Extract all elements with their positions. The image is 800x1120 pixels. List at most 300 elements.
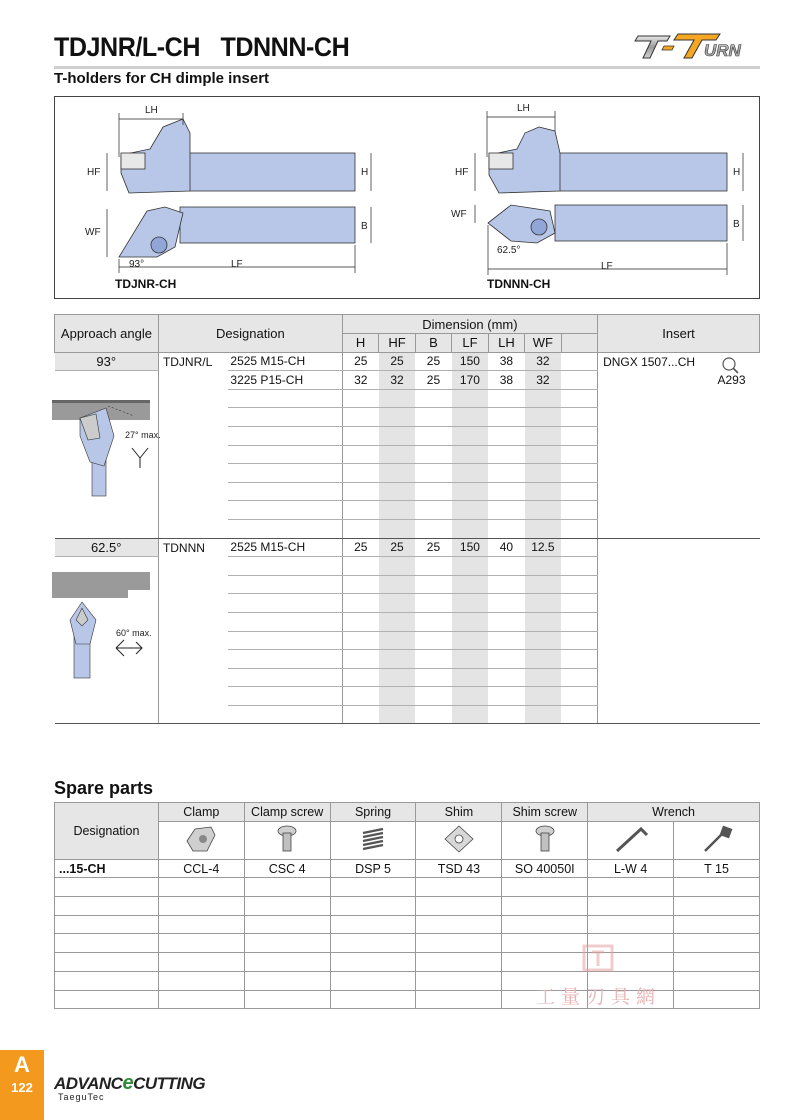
dimension-cell xyxy=(488,445,524,464)
dimension-cell: 32 xyxy=(525,371,561,390)
series-cell xyxy=(158,575,228,594)
spare-header-clamp: Clamp xyxy=(158,803,244,822)
series-cell xyxy=(158,464,228,483)
dimension-cell xyxy=(488,482,524,501)
shim-image xyxy=(416,821,502,859)
dimension-cell xyxy=(379,426,415,445)
brand-part-e: e xyxy=(122,1072,134,1094)
dimension-cell xyxy=(342,650,378,669)
series-cell xyxy=(158,631,228,650)
insert-cell xyxy=(598,464,760,483)
label-lh-right: LH xyxy=(517,103,530,114)
designation-code-cell xyxy=(228,408,342,427)
approach-image-cell xyxy=(55,705,159,724)
dimension-cell xyxy=(415,631,451,650)
series-cell: TDJNR/L xyxy=(162,354,213,369)
dimension-cell xyxy=(452,575,488,594)
label-angle-right: 62.5° xyxy=(497,245,521,256)
insert-cell xyxy=(598,482,760,501)
svg-text:URN: URN xyxy=(704,41,741,60)
page-subtitle: T-holders for CH dimple insert xyxy=(54,70,270,87)
table-row xyxy=(55,650,760,669)
max-angle-625: 60° max. xyxy=(116,628,152,638)
header-dim-lh: LH xyxy=(488,334,524,353)
dimension-cell xyxy=(525,408,561,427)
insert-cell xyxy=(598,408,760,427)
dimension-cell: 150 xyxy=(452,538,488,557)
dimension-cell xyxy=(561,482,597,501)
page-title xyxy=(54,32,349,63)
insert-cell xyxy=(598,705,760,724)
series-cell xyxy=(158,501,228,520)
caption-tdnnn: TDNNN-CH xyxy=(487,277,551,291)
designation-code-cell xyxy=(228,501,342,520)
dimension-cell xyxy=(342,575,378,594)
dimension-cell xyxy=(379,408,415,427)
insert-cell xyxy=(598,426,760,445)
dimension-cell xyxy=(525,519,561,538)
series-cell xyxy=(158,371,228,390)
dimension-cell: 38 xyxy=(488,352,524,371)
spare-empty-row xyxy=(55,897,760,916)
dimension-cell xyxy=(561,631,597,650)
clamp-icon xyxy=(181,823,221,855)
dimension-cell xyxy=(342,594,378,613)
torx-wrench-icon xyxy=(697,823,737,855)
dimension-cell xyxy=(452,594,488,613)
dimension-cell xyxy=(488,389,524,408)
designation-code-cell xyxy=(228,631,342,650)
dimension-cell: 12.5 xyxy=(525,538,561,557)
insert-cell xyxy=(598,445,760,464)
dimension-cell xyxy=(561,519,597,538)
insert-cell xyxy=(598,519,760,538)
dimension-cell xyxy=(379,575,415,594)
designation-code-cell xyxy=(228,464,342,483)
holder-dimension-table xyxy=(54,314,760,724)
spare-row-wrench-2: T 15 xyxy=(674,859,760,878)
header-designation: Designation xyxy=(158,315,342,353)
insert-cell xyxy=(598,538,760,557)
dimension-cell xyxy=(452,668,488,687)
dimension-cell xyxy=(452,464,488,483)
title-rule xyxy=(54,66,760,69)
designation-code-cell: 2525 M15-CH xyxy=(228,538,342,557)
holder-drawings-svg xyxy=(55,97,761,300)
designation-code-cell: 2525 M15-CH xyxy=(228,352,342,371)
dimension-cell xyxy=(561,575,597,594)
series-cell xyxy=(158,408,228,427)
dimension-cell xyxy=(379,668,415,687)
spare-parts-title: Spare parts xyxy=(54,778,154,798)
label-wf-left: WF xyxy=(85,227,101,238)
dimension-cell xyxy=(415,650,451,669)
dimension-cell xyxy=(342,482,378,501)
designation-code-cell xyxy=(228,705,342,724)
spare-header-wrench: Wrench xyxy=(588,803,760,822)
dimension-cell xyxy=(452,389,488,408)
header-dim-lf: LF xyxy=(452,334,488,353)
dimension-cell xyxy=(452,650,488,669)
dimension-cell xyxy=(452,705,488,724)
label-hf-left: HF xyxy=(87,167,101,178)
dimension-cell xyxy=(525,612,561,631)
approach-image-cell xyxy=(55,519,159,538)
dimension-cell xyxy=(488,557,524,576)
spare-row-spring: DSP 5 xyxy=(330,859,416,878)
dimension-cell xyxy=(379,705,415,724)
table-row xyxy=(55,538,760,557)
dimension-cell xyxy=(561,594,597,613)
table-row xyxy=(55,687,760,706)
table-row xyxy=(55,668,760,687)
clamp-image xyxy=(158,821,244,859)
dimension-cell xyxy=(561,445,597,464)
dimension-cell xyxy=(342,687,378,706)
table-row xyxy=(55,594,760,613)
dimension-cell xyxy=(379,557,415,576)
table-row xyxy=(55,352,760,371)
dimension-cell xyxy=(452,557,488,576)
shim-icon xyxy=(439,823,479,855)
header-dim-blank xyxy=(561,334,597,353)
table-row xyxy=(55,612,760,631)
dimension-cell: 25 xyxy=(415,371,451,390)
dimension-cell xyxy=(561,538,597,557)
table-row xyxy=(55,389,760,408)
watermark-text: 工量刃具網 xyxy=(536,986,662,1008)
dimension-cell xyxy=(525,705,561,724)
dimension-cell xyxy=(415,612,451,631)
dimension-cell xyxy=(525,501,561,520)
dimension-cell: 25 xyxy=(342,538,378,557)
dimension-cell: 32 xyxy=(379,371,415,390)
designation-code-cell xyxy=(228,557,342,576)
series-cell xyxy=(158,650,228,669)
dimension-cell xyxy=(415,705,451,724)
table-row xyxy=(55,705,760,724)
dimension-cell xyxy=(342,612,378,631)
dimension-cell xyxy=(379,464,415,483)
dimension-cell xyxy=(342,389,378,408)
dimension-cell xyxy=(452,631,488,650)
series-cell xyxy=(158,668,228,687)
table-row xyxy=(55,631,760,650)
dimension-cell xyxy=(525,668,561,687)
dimension-cell xyxy=(415,594,451,613)
dimension-cell xyxy=(488,650,524,669)
designation-code-cell xyxy=(228,650,342,669)
approach-93-illustration xyxy=(44,386,161,496)
label-angle-left: 93° xyxy=(129,259,145,270)
dimension-cell xyxy=(525,445,561,464)
table-row xyxy=(55,464,760,483)
spare-row-clamp: CCL-4 xyxy=(158,859,244,878)
wrench-lw4-image xyxy=(588,821,674,859)
dimension-cell xyxy=(488,631,524,650)
dimension-cell xyxy=(561,389,597,408)
series-cell: TDNNN xyxy=(162,540,205,555)
dimension-cell: 32 xyxy=(342,371,378,390)
shim-screw-icon xyxy=(525,823,565,855)
dimension-cell xyxy=(452,408,488,427)
table-row xyxy=(55,408,760,427)
dimension-cell xyxy=(525,482,561,501)
dimension-cell: 32 xyxy=(525,352,561,371)
dimension-cell xyxy=(415,482,451,501)
dimension-drawings xyxy=(54,96,760,299)
dimension-cell xyxy=(525,631,561,650)
insert-cell xyxy=(598,389,760,408)
dimension-cell xyxy=(561,501,597,520)
spare-header-shim-screw: Shim screw xyxy=(502,803,588,822)
dimension-cell: 25 xyxy=(379,538,415,557)
approach-625-illustration xyxy=(44,568,156,678)
dimension-cell xyxy=(525,464,561,483)
dimension-cell xyxy=(379,594,415,613)
dimension-cell xyxy=(452,519,488,538)
label-b-left: B xyxy=(361,221,368,232)
designation-code-cell xyxy=(228,389,342,408)
dimension-cell xyxy=(379,501,415,520)
title-part-b: TDNNN-CH xyxy=(220,32,350,62)
spring-image xyxy=(330,821,416,859)
dimension-cell xyxy=(415,668,451,687)
dimension-cell xyxy=(561,557,597,576)
holder-table-body xyxy=(55,352,760,724)
insert-cell xyxy=(598,575,760,594)
dimension-cell xyxy=(415,557,451,576)
insert-cell xyxy=(598,557,760,576)
brand-part-b: CUTTING xyxy=(133,1074,206,1093)
dimension-cell xyxy=(415,408,451,427)
brand-part-a: ADVANC xyxy=(54,1074,123,1093)
spare-header-designation: Designation xyxy=(55,803,159,860)
page-tab xyxy=(0,1050,44,1120)
dimension-cell xyxy=(415,501,451,520)
designation-code-cell xyxy=(228,594,342,613)
dimension-cell xyxy=(342,426,378,445)
dimension-cell xyxy=(488,501,524,520)
insert-cell xyxy=(598,687,760,706)
wrench-t15-image xyxy=(674,821,760,859)
dimension-cell xyxy=(379,519,415,538)
designation-code-cell xyxy=(228,426,342,445)
dimension-cell xyxy=(342,705,378,724)
dimension-cell xyxy=(561,668,597,687)
designation-code-cell xyxy=(228,687,342,706)
label-lf-right: LF xyxy=(601,261,613,272)
series-cell xyxy=(158,687,228,706)
label-b-right: B xyxy=(733,219,740,230)
insert-cell: DNGX 1507...CH xyxy=(603,354,696,369)
approach-angle-cell: 62.5° xyxy=(55,538,159,557)
series-cell xyxy=(158,482,228,501)
designation-code-cell xyxy=(228,668,342,687)
label-h-right: H xyxy=(733,167,741,178)
dimension-cell xyxy=(561,408,597,427)
header-dim-h: H xyxy=(342,334,378,353)
dimension-cell xyxy=(379,482,415,501)
dimension-cell xyxy=(452,501,488,520)
dimension-cell xyxy=(561,352,597,371)
label-wf-right: WF xyxy=(451,209,467,220)
spare-row-shim: TSD 43 xyxy=(416,859,502,878)
dimension-cell xyxy=(525,389,561,408)
dimension-cell xyxy=(525,650,561,669)
dimension-cell xyxy=(415,519,451,538)
table-row xyxy=(55,519,760,538)
label-h-left: H xyxy=(361,167,369,178)
table-row xyxy=(55,557,760,576)
dimension-cell xyxy=(488,519,524,538)
dimension-cell xyxy=(379,445,415,464)
dimension-cell xyxy=(488,705,524,724)
shim-screw-image xyxy=(502,821,588,859)
label-lf-left: LF xyxy=(231,259,243,270)
dimension-cell xyxy=(488,687,524,706)
dimension-cell xyxy=(488,464,524,483)
dimension-cell xyxy=(561,426,597,445)
dimension-cell xyxy=(342,445,378,464)
dimension-cell xyxy=(525,557,561,576)
label-hf-right: HF xyxy=(455,167,469,178)
spare-row-shim-screw: SO 40050I xyxy=(502,859,588,878)
dimension-cell xyxy=(452,482,488,501)
dimension-cell xyxy=(525,575,561,594)
page-tab-letter: A xyxy=(14,1052,30,1077)
series-cell xyxy=(158,389,228,408)
dimension-cell xyxy=(415,575,451,594)
spare-header-shim: Shim xyxy=(416,803,502,822)
designation-code-cell xyxy=(228,575,342,594)
table-row xyxy=(55,482,760,501)
spare-empty-row xyxy=(55,878,760,897)
dimension-cell: 38 xyxy=(488,371,524,390)
designation-code-cell: 3225 P15-CH xyxy=(228,371,342,390)
t-turn-logo xyxy=(630,28,762,64)
dimension-cell: 25 xyxy=(342,352,378,371)
dimension-cell xyxy=(415,426,451,445)
dimension-cell xyxy=(452,445,488,464)
header-insert: Insert xyxy=(598,315,760,353)
clamp-screw-image xyxy=(244,821,330,859)
dimension-cell: 150 xyxy=(452,352,488,371)
series-cell xyxy=(158,594,228,613)
dimension-cell xyxy=(342,464,378,483)
series-cell xyxy=(158,705,228,724)
designation-code-cell xyxy=(228,612,342,631)
dimension-cell xyxy=(415,687,451,706)
dimension-cell xyxy=(342,557,378,576)
table-row xyxy=(55,445,760,464)
insert-cell xyxy=(598,631,760,650)
insert-cell xyxy=(598,501,760,520)
dimension-cell xyxy=(342,668,378,687)
insert-ref-cell: A293 xyxy=(717,372,746,387)
dimension-cell xyxy=(415,389,451,408)
series-cell xyxy=(158,557,228,576)
approach-image-cell xyxy=(55,501,159,520)
header-dim-b: B xyxy=(415,334,451,353)
taegutec-logo: TaeguTec xyxy=(58,1092,105,1102)
dimension-cell xyxy=(525,687,561,706)
dimension-cell xyxy=(342,501,378,520)
designation-code-cell xyxy=(228,445,342,464)
dimension-cell xyxy=(561,464,597,483)
dimension-cell xyxy=(488,594,524,613)
hex-wrench-icon xyxy=(611,823,651,855)
approach-angle-cell: 93° xyxy=(55,352,159,371)
dimension-cell xyxy=(561,612,597,631)
spare-row-wrench-1: L-W 4 xyxy=(588,859,674,878)
dimension-cell xyxy=(488,426,524,445)
caption-tdjnr: TDJNR-CH xyxy=(115,277,177,291)
designation-code-cell xyxy=(228,482,342,501)
dimension-cell xyxy=(561,650,597,669)
dimension-cell xyxy=(452,687,488,706)
dimension-cell xyxy=(561,371,597,390)
dimension-cell: 25 xyxy=(379,352,415,371)
dimension-cell: 170 xyxy=(452,371,488,390)
dimension-cell xyxy=(342,519,378,538)
dimension-cell: 25 xyxy=(415,538,451,557)
insert-cell xyxy=(598,612,760,631)
dimension-cell: 25 xyxy=(415,352,451,371)
dimension-cell xyxy=(415,445,451,464)
dimension-cell xyxy=(379,631,415,650)
dimension-cell xyxy=(452,426,488,445)
dimension-cell xyxy=(342,631,378,650)
dimension-cell xyxy=(452,612,488,631)
spare-row-designation: ...15-CH xyxy=(55,859,159,878)
designation-code-cell xyxy=(228,519,342,538)
dimension-cell xyxy=(379,687,415,706)
insert-reference-icon xyxy=(720,356,740,374)
dimension-cell xyxy=(379,650,415,669)
insert-cell xyxy=(598,650,760,669)
table-row xyxy=(55,371,760,390)
series-cell xyxy=(158,426,228,445)
spring-icon xyxy=(353,823,393,855)
clamp-screw-icon xyxy=(267,823,307,855)
insert-cell xyxy=(598,594,760,613)
dimension-cell xyxy=(525,426,561,445)
dimension-cell xyxy=(342,408,378,427)
page-number: 122 xyxy=(11,1080,33,1095)
spare-header-spring: Spring xyxy=(330,803,416,822)
dimension-cell xyxy=(379,389,415,408)
spare-empty-row xyxy=(55,915,760,934)
spare-row-clamp-screw: CSC 4 xyxy=(244,859,330,878)
approach-image-cell xyxy=(55,687,159,706)
dimension-cell xyxy=(488,408,524,427)
header-approach-angle: Approach angle xyxy=(55,315,159,353)
series-cell xyxy=(158,519,228,538)
table-row xyxy=(55,501,760,520)
header-dimension: Dimension (mm) xyxy=(342,315,597,334)
dimension-cell xyxy=(488,612,524,631)
spare-header-clamp-screw: Clamp screw xyxy=(244,803,330,822)
header-dim-hf: HF xyxy=(379,334,415,353)
table-row xyxy=(55,575,760,594)
dimension-cell xyxy=(379,612,415,631)
dimension-cell xyxy=(525,594,561,613)
label-lh-left: LH xyxy=(145,105,158,116)
series-cell xyxy=(158,612,228,631)
series-cell xyxy=(158,445,228,464)
dimension-cell xyxy=(488,575,524,594)
